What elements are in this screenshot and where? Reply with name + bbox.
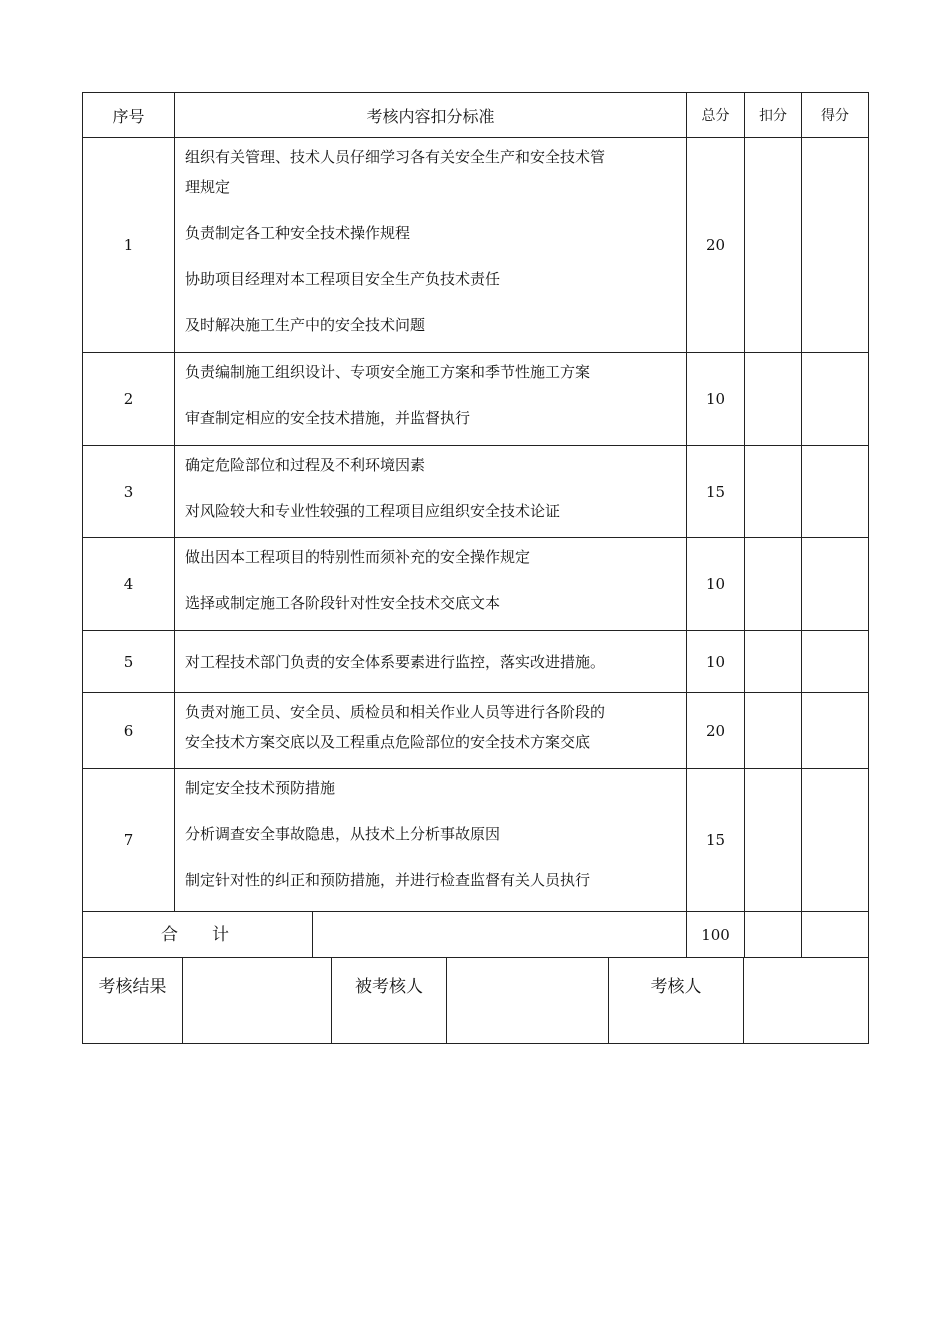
content-line: 及时解决施工生产中的安全技术问题 [185,316,426,334]
row-seq: 5 [83,631,175,693]
row-total: 20 [687,138,745,353]
content-line: 理规定 [185,178,231,196]
content-line: 确定危险部位和过程及不利环境因素 [185,456,426,474]
row-total: 10 [687,631,745,693]
row-content [175,631,687,693]
row-content [175,538,687,631]
row-deduct-cell[interactable] [745,693,802,769]
row-seq: 6 [83,693,175,769]
row-deduct-cell[interactable] [745,353,802,446]
row-total: 20 [687,693,745,769]
table-row [83,446,869,538]
content-line: 审查制定相应的安全技术措施，并监督执行 [185,409,471,427]
total-label [83,912,313,958]
total-deduct-cell[interactable] [745,912,802,958]
row-deduct-cell[interactable] [745,446,802,538]
assessment-table [82,92,868,1044]
row-deduct-cell[interactable] [745,631,802,693]
row-seq: 4 [83,538,175,631]
content-line: 负责制定各工种安全技术操作规程 [185,224,411,242]
table-row [83,631,869,693]
content-line: 制定安全技术预防措施 [185,779,336,797]
total-content-cell [313,912,687,958]
header-seq: 序号 [83,93,175,138]
scoring-grid [82,92,869,958]
row-seq: 2 [83,353,175,446]
content-line: 分析调查安全事故隐患，从技术上分析事故原因 [185,825,501,843]
content-line: 协助项目经理对本工程项目安全生产负技术责任 [185,270,501,288]
row-content [175,693,687,769]
row-total: 15 [687,446,745,538]
row-total: 10 [687,538,745,631]
row-content [175,353,687,446]
row-deduct-cell[interactable] [745,538,802,631]
row-total: 15 [687,769,745,912]
assessee-field[interactable] [447,958,609,1044]
row-seq: 7 [83,769,175,912]
header-content: 考核内容扣分标准 [175,93,687,138]
row-seq: 3 [83,446,175,538]
row-score-cell[interactable] [802,446,869,538]
row-total: 10 [687,353,745,446]
assessor-field[interactable] [744,958,869,1044]
total-row [83,912,869,958]
result-field[interactable] [183,958,332,1044]
table-row [83,693,869,769]
row-seq: 1 [83,138,175,353]
result-label: 考核结果 [83,958,183,1044]
content-line: 选择或制定施工各阶段针对性安全技术交底文本 [185,594,501,612]
assessor-label: 考核人 [609,958,744,1044]
total-score-cell[interactable] [802,912,869,958]
content-line: 负责编制施工组织设计、专项安全施工方案和季节性施工方案 [185,363,591,381]
content-line: 安全技术方案交底以及工程重点危险部位的安全技术方案交底 [185,733,591,751]
header-total: 总分 [687,93,745,138]
header-row [83,93,869,138]
table-row [83,138,869,353]
header-score: 得分 [802,93,869,138]
content-line: 组织有关管理、技术人员仔细学习各有关安全生产和安全技术管 [185,148,606,166]
table-row [83,353,869,446]
content-line: 对风险较大和专业性较强的工程项目应组织安全技术论证 [185,502,561,520]
total-sum: 100 [687,912,745,958]
assessee-label: 被考核人 [332,958,447,1044]
header-deduct: 扣分 [745,93,802,138]
row-score-cell[interactable] [802,631,869,693]
signature-table [82,957,869,1044]
content-line: 制定针对性的纠正和预防措施，并进行检查监督有关人员执行 [185,871,591,889]
total-label-text: 合 计 [161,925,229,945]
content-line: 负责对施工员、安全员、质检员和相关作业人员等进行各阶段的 [185,703,606,721]
table-row [83,769,869,912]
content-line: 对工程技术部门负责的安全体系要素进行监控，落实改进措施。 [185,652,606,671]
signature-row [83,958,869,1044]
row-content [175,769,687,912]
row-deduct-cell[interactable] [745,769,802,912]
row-score-cell[interactable] [802,693,869,769]
row-content [175,446,687,538]
row-score-cell[interactable] [802,353,869,446]
table-row [83,538,869,631]
row-score-cell[interactable] [802,769,869,912]
content-line: 做出因本工程项目的特别性而须补充的安全操作规定 [185,548,531,566]
row-deduct-cell[interactable] [745,138,802,353]
row-content [175,138,687,353]
row-score-cell[interactable] [802,538,869,631]
row-score-cell[interactable] [802,138,869,353]
